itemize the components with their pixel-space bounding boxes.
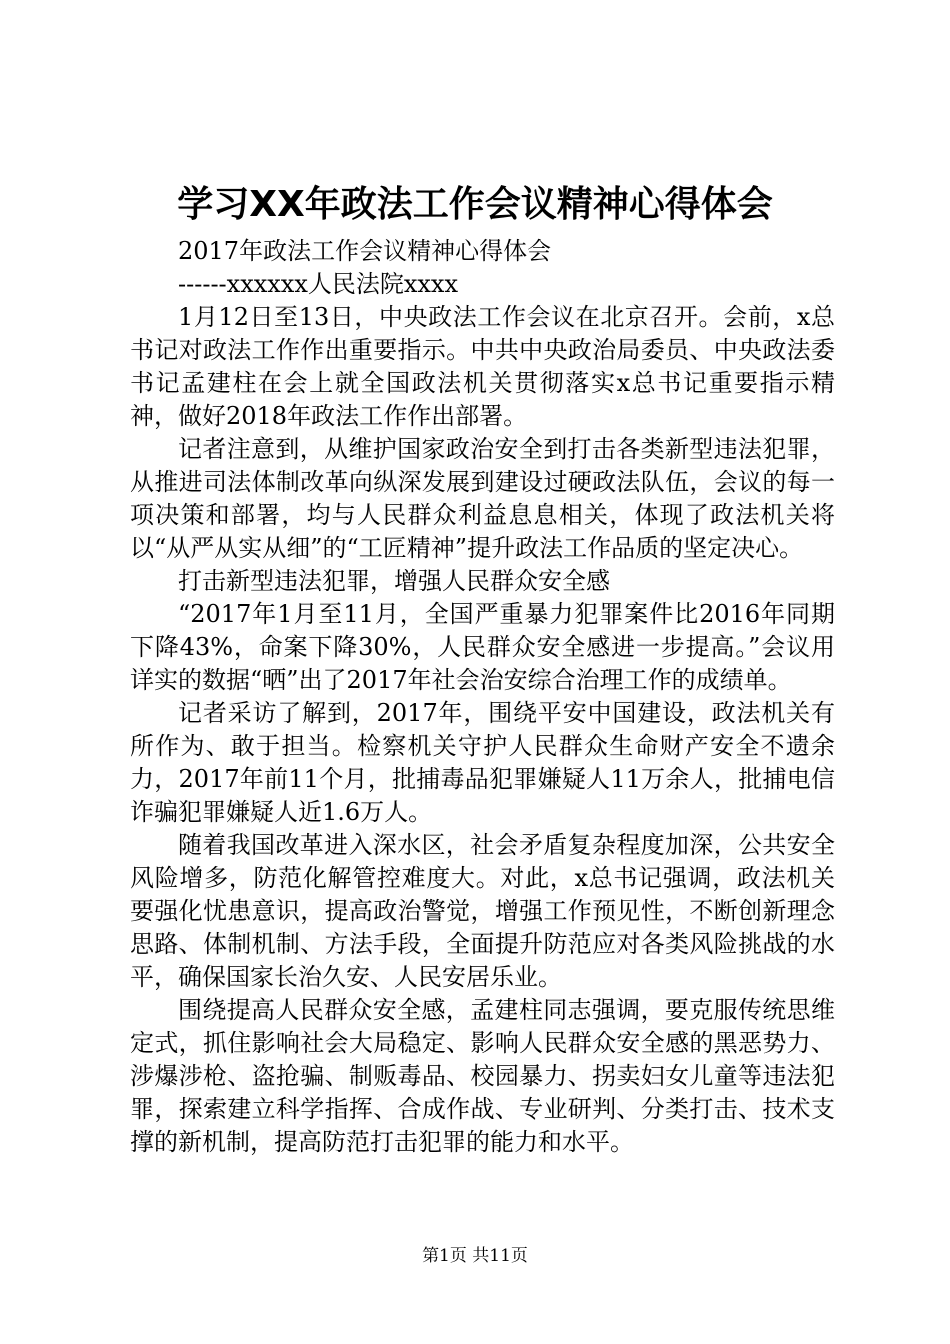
page-footer: 第1页 共11页: [422, 1246, 528, 1266]
body-paragraph-1: 1月12日至13日，中央政法工作会议在北京召开。会前，x总书记对政法工作作出重要指示。中共中央政治局委员、中央政法委书记孟建柱在会上就全国政法机关贯彻落实x总书记重要指示精神，做好2018年政法工作作出部署。: [130, 303, 835, 430]
body-paragraph-5: 随着我国改革进入深水区，社会矛盾复杂程度加深，公共安全风险增多，防范化解管控难度大。对此，x总书记强调，政法机关要强化忧患意识，提高政治警觉，增强工作预见性，不断创新理念思路、体制机制、方法手段，全面提升防范应对各类风险挑战的水平，确保国家长治久安、人民安居乐业。: [130, 831, 835, 991]
body-paragraph-3: “2017年1月至11月，全国严重暴力犯罪案件比2016年同期下降43%，命案下降30%，人民群众安全感进一步提高。”会议用详实的数据“晒”出了2017年社会治安综合治理工作的成绩单。: [130, 600, 835, 694]
author-line: ------xxxxxx人民法院xxxx: [178, 270, 459, 298]
document-title: 学习XX年政法工作会议精神心得体会: [177, 184, 773, 225]
body-paragraph-6: 围绕提高人民群众安全感，孟建柱同志强调，要克服传统思维定式，抓住影响社会大局稳定、影响人民群众安全感的黑恶势力、涉爆涉枪、盗抢骗、制贩毒品、校园暴力、拐卖妇女儿童等违法犯罪，探索建立科学指挥、合成作战、专业研判、分类打击、技术支撑的新机制，提高防范打击犯罪的能力和水平。: [130, 996, 835, 1156]
document-body: [130, 235, 835, 1159]
body-paragraph-2: 记者注意到，从维护国家政治安全到打击各类新型违法犯罪，从推进司法体制改革向纵深发展到建设过硬政法队伍，会议的每一项决策和部署，均与人民群众利益息息相关，体现了政法机关将以“从严从实从细”的“工匠精神”提升政法工作品质的坚定决心。: [130, 435, 835, 562]
section-heading: 打击新型违法犯罪，增强人民群众安全感: [178, 567, 610, 595]
body-paragraph-4: 记者采访了解到，2017年，围绕平安中国建设，政法机关有所作为、敢于担当。检察机关守护人民群众生命财产安全不遗余力，2017年前11个月，批捕毒品犯罪嫌疑人11万余人，批捕电信诈骗犯罪嫌疑人近1.6万人。: [130, 699, 835, 826]
subtitle-paragraph: 2017年政法工作会议精神心得体会: [178, 237, 552, 265]
